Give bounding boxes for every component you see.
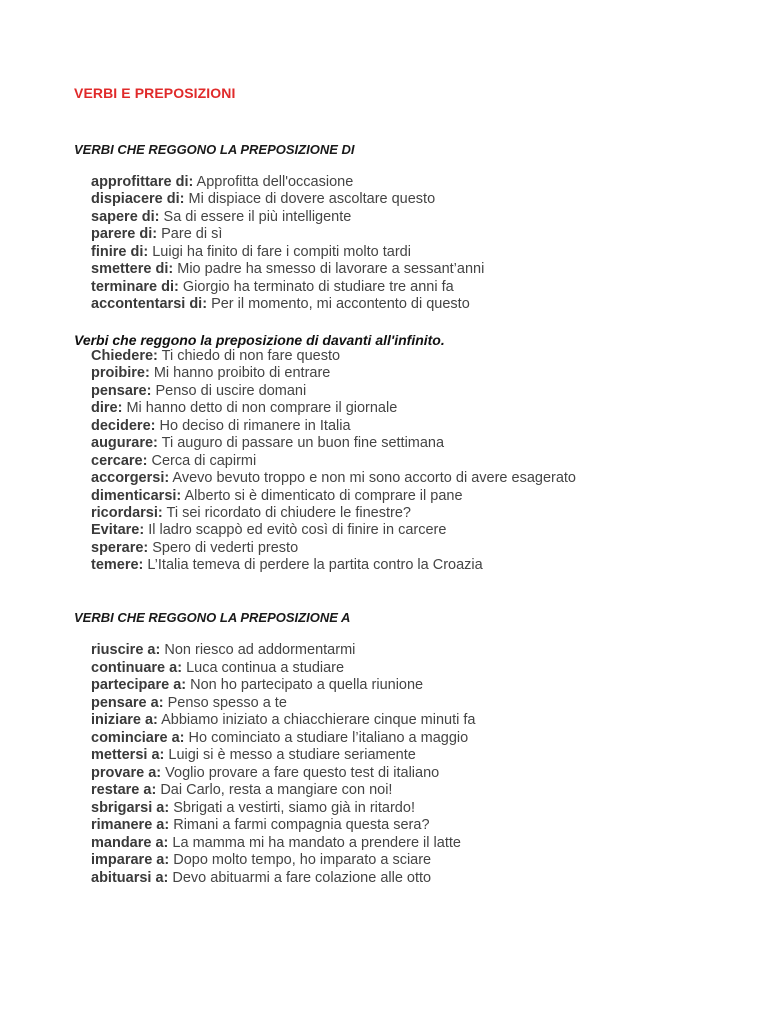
example-sentence: Giorgio ha terminato di studiare tre anni fa: [182, 278, 454, 295]
verb-list-di: [91, 174, 484, 314]
verb-label: dire:: [91, 400, 123, 417]
example-sentence: Dopo molto tempo, ho imparato a sciare: [173, 852, 432, 868]
verb-label: proibire:: [91, 365, 150, 382]
list-item: [91, 191, 484, 208]
list-item: [91, 348, 576, 365]
example-sentence: Cerca di capirmi: [151, 452, 257, 469]
example-sentence: Ho deciso di rimanere in Italia: [159, 417, 351, 434]
section-heading-di: VERBI CHE REGGONO LA PREPOSIZIONE DI: [74, 142, 355, 157]
list-item: [91, 453, 576, 470]
verb-label: continuare a:: [91, 659, 183, 676]
list-item: [91, 747, 475, 765]
list-item: [91, 522, 576, 539]
verb-label: Chiedere:: [91, 348, 158, 364]
list-item: [91, 505, 576, 522]
list-item: [91, 226, 484, 243]
example-sentence: Rimani a farmi compagnia questa sera?: [173, 817, 430, 833]
list-item: [91, 730, 475, 748]
list-item: [91, 782, 475, 800]
list-item: [91, 852, 475, 870]
list-item: [91, 261, 484, 278]
example-sentence: Sa di essere il più intelligente: [163, 208, 352, 225]
verb-label: ricordarsi:: [91, 504, 163, 521]
verb-label: rimanere a:: [91, 817, 170, 833]
list-item: [91, 365, 576, 382]
example-sentence: Non riesco ad addormentarmi: [164, 642, 356, 658]
example-sentence: Il ladro scappò ed evitò così di finire in carcere: [148, 522, 447, 539]
verb-label: dispiacere di:: [91, 191, 185, 208]
verb-list-a: [91, 642, 475, 887]
verb-label: decidere:: [91, 417, 156, 434]
example-sentence: Alberto si è dimenticato di comprare il pane: [184, 487, 463, 504]
verb-label: cominciare a:: [91, 729, 185, 746]
example-sentence: Approfitta dell'occasione: [196, 174, 354, 190]
section-heading-a: VERBI CHE REGGONO LA PREPOSIZIONE A: [74, 610, 351, 625]
example-sentence: Luigi si è messo a studiare seriamente: [168, 747, 416, 763]
list-item: [91, 296, 484, 313]
verb-label: pensare a:: [91, 694, 164, 711]
list-item: [91, 488, 576, 505]
list-item: [91, 695, 475, 713]
example-sentence: Luigi ha finito di fare i compiti molto tardi: [152, 243, 411, 260]
verb-label: mettersi a:: [91, 747, 165, 763]
example-sentence: Abbiamo iniziato a chiacchierare cinque minuti fa: [161, 712, 476, 728]
verb-label: sbrigarsi a:: [91, 799, 170, 816]
list-item: [91, 870, 475, 888]
example-sentence: La mamma mi ha mandato a prendere il latte: [172, 834, 461, 851]
verb-label: Evitare:: [91, 522, 145, 539]
example-sentence: Ti auguro di passare un buon fine settimana: [161, 435, 445, 452]
verb-label: accontentarsi di:: [91, 296, 208, 313]
example-sentence: Penso di uscire domani: [155, 382, 307, 399]
verb-label: riuscire a:: [91, 642, 161, 658]
verb-label: imparare a:: [91, 852, 170, 868]
example-sentence: Ti sei ricordato di chiudere le finestre?: [166, 504, 411, 521]
verb-label: temere:: [91, 557, 144, 574]
verb-label: approfittare di:: [91, 174, 194, 190]
list-item: [91, 800, 475, 818]
list-item: [91, 835, 475, 853]
example-sentence: Devo abituarmi a fare colazione alle otto: [172, 869, 432, 886]
list-item: [91, 470, 576, 487]
verb-label: iniziare a:: [91, 712, 158, 728]
verb-label: partecipare a:: [91, 677, 187, 693]
example-sentence: Pare di sì: [161, 226, 223, 243]
example-sentence: Non ho partecipato a quella riunione: [190, 677, 424, 693]
section-heading-di-infinito: Verbi che reggono la preposizione di davanti all'infinito.: [74, 332, 445, 348]
list-item: [91, 279, 484, 296]
verb-label: terminare di:: [91, 278, 179, 295]
verb-label: cercare:: [91, 452, 148, 469]
example-sentence: Mi dispiace di dovere ascoltare questo: [188, 191, 436, 208]
verb-label: sapere di:: [91, 208, 160, 225]
list-item: [91, 712, 475, 730]
verb-label: finire di:: [91, 243, 149, 260]
verb-label: accorgersi:: [91, 470, 170, 487]
list-item: [91, 435, 576, 452]
example-sentence: Per il momento, mi accontento di questo: [211, 296, 470, 313]
example-sentence: Mio padre ha smesso di lavorare a sessant’anni: [177, 261, 485, 278]
example-sentence: Dai Carlo, resta a mangiare con noi!: [160, 782, 393, 798]
verb-label: abituarsi a:: [91, 869, 169, 886]
example-sentence: Ti chiedo di non fare questo: [161, 348, 341, 364]
verb-label: provare a:: [91, 764, 162, 781]
example-sentence: Ho cominciato a studiare l’italiano a maggio: [188, 729, 469, 746]
example-sentence: Voglio provare a fare questo test di italiano: [165, 764, 440, 781]
verb-label: smettere di:: [91, 261, 174, 278]
list-item: [91, 400, 576, 417]
verb-label: restare a:: [91, 782, 157, 798]
document-title: VERBI E PREPOSIZIONI: [74, 85, 236, 101]
example-sentence: L’Italia temeva di perdere la partita contro la Croazia: [147, 557, 483, 574]
example-sentence: Luca continua a studiare: [186, 659, 345, 676]
list-item: [91, 244, 484, 261]
list-item: [91, 174, 484, 191]
list-item: [91, 677, 475, 695]
verb-label: augurare:: [91, 435, 158, 452]
list-item: [91, 383, 576, 400]
example-sentence: Spero di vederti presto: [152, 539, 299, 556]
list-item: [91, 765, 475, 783]
verb-label: parere di:: [91, 226, 158, 243]
example-sentence: Avevo bevuto troppo e non mi sono accorto di avere esagerato: [172, 470, 576, 487]
list-item: [91, 642, 475, 660]
example-sentence: Penso spesso a te: [167, 694, 287, 711]
example-sentence: Mi hanno proibito di entrare: [153, 365, 331, 382]
list-item: [91, 540, 576, 557]
verb-label: mandare a:: [91, 834, 169, 851]
list-item: [91, 660, 475, 678]
verb-label: sperare:: [91, 539, 149, 556]
verb-label: dimenticarsi:: [91, 487, 182, 504]
list-item: [91, 557, 576, 574]
list-item: [91, 418, 576, 435]
example-sentence: Sbrigati a vestirti, siamo già in ritardo!: [173, 799, 415, 816]
verb-label: pensare:: [91, 382, 152, 399]
verb-list-di-infinito: [91, 348, 576, 575]
list-item: [91, 817, 475, 835]
example-sentence: Mi hanno detto di non comprare il giornale: [126, 400, 398, 417]
list-item: [91, 209, 484, 226]
